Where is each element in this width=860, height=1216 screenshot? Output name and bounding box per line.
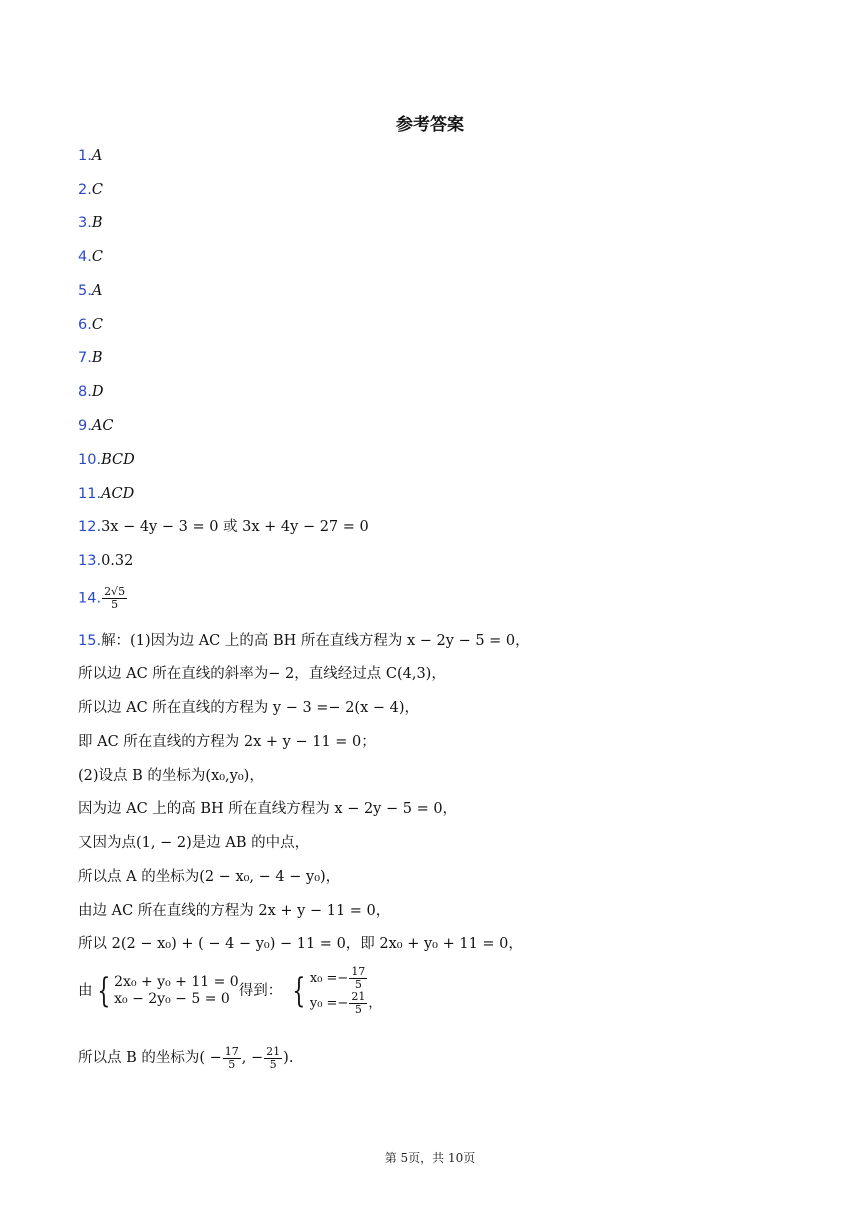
answer-value: 3x − 4y − 3 = 0 或 3x + 4y − 27 = 0	[101, 519, 369, 535]
system-prefix: 由	[78, 983, 93, 999]
question-number: 3.	[78, 215, 92, 231]
system-equation-1: 2x₀ + y₀ + 11 = 0	[114, 974, 239, 990]
fraction-numerator: 21	[266, 1044, 281, 1058]
final-suffix: ).	[283, 1050, 294, 1066]
result-y-fraction	[349, 991, 367, 1016]
answer-value: C	[91, 317, 103, 333]
solution-line-4: 即 AC 所在直线的方程为 2x + y − 11 = 0；	[78, 734, 376, 750]
answer-2	[78, 180, 103, 200]
question-number: 7.	[78, 350, 92, 366]
fraction-numerator: 17	[224, 1044, 239, 1058]
answer-5	[78, 281, 102, 301]
question-number: 15.	[78, 633, 102, 649]
question-number: 14.	[78, 590, 102, 607]
page-footer: 第 5页，共 10页	[384, 1151, 476, 1165]
page-title: 参考答案	[396, 115, 464, 135]
solution-line-2: 所以边 AC 所在直线的斜率为− 2，直线经过点 C(4,3)，	[78, 666, 446, 682]
question-number: 9.	[78, 418, 92, 434]
result-x-label: x₀ =−	[309, 971, 349, 986]
question-number: 13.	[78, 553, 102, 569]
answer-8	[78, 382, 103, 402]
answer-fraction	[102, 586, 127, 611]
answer-4	[78, 247, 103, 267]
question-number: 4.	[78, 249, 92, 265]
result-system	[310, 966, 382, 1016]
final-x-fraction	[223, 1046, 241, 1071]
answer-6	[78, 315, 103, 335]
result-y-label: y₀ =−	[309, 996, 349, 1011]
question-number: 1.	[78, 148, 92, 164]
answer-7	[78, 348, 103, 368]
solution-line-7: 又因为点(1, − 2)是边 AB 的中点，	[78, 835, 310, 851]
solution-line-9: 由边 AC 所在直线的方程为 2x + y − 11 = 0，	[78, 903, 391, 919]
answer-11	[78, 484, 134, 504]
result-y-line	[310, 991, 382, 1016]
solution-line-6: 因为边 AC 上的高 BH 所在直线方程为 x − 2y − 5 = 0，	[78, 801, 458, 817]
answer-value: A	[91, 148, 103, 164]
solution-line-3: 所以边 AC 所在直线的方程为 y − 3 =− 2(x − 4)，	[78, 700, 420, 716]
question-number: 2.	[78, 182, 92, 198]
left-brace: {	[96, 971, 110, 1011]
answer-10	[78, 450, 135, 470]
question-number: 8.	[78, 384, 92, 400]
answer-value: B	[91, 215, 103, 231]
question-number: 10.	[78, 452, 102, 468]
question-number: 5.	[78, 283, 92, 299]
fraction-denominator: 5	[269, 1057, 277, 1071]
fraction-numerator: 21	[351, 990, 366, 1003]
final-prefix: 所以点 B 的坐标为( −	[78, 1050, 222, 1066]
system-equation-2: x₀ − 2y₀ − 5 = 0	[114, 991, 230, 1007]
equation-system	[114, 974, 239, 1008]
solution-line-1	[78, 631, 530, 651]
answer-value: B	[91, 350, 103, 366]
fraction-denominator: 5	[111, 598, 119, 611]
answer-9	[78, 416, 113, 436]
fraction-numerator: 2√5	[104, 585, 126, 598]
system-mid-text: 得到：	[238, 983, 283, 999]
question-number: 11.	[78, 486, 102, 502]
question-number: 12.	[78, 519, 102, 535]
answer-14	[78, 586, 128, 611]
answer-12	[78, 517, 369, 537]
question-number: 6.	[78, 317, 92, 333]
result-suffix: ，	[368, 996, 382, 1011]
answer-value: ACD	[101, 486, 135, 502]
fraction-denominator: 5	[228, 1057, 236, 1071]
final-y-fraction	[264, 1046, 282, 1071]
answer-value: C	[91, 249, 103, 265]
answer-value: AC	[91, 418, 114, 434]
fraction-numerator: 17	[351, 965, 366, 978]
result-x-line	[310, 966, 382, 991]
answer-value: A	[91, 283, 103, 299]
solution-line-8: 所以点 A 的坐标为(2 − x₀, − 4 − y₀)，	[78, 869, 341, 885]
answer-3	[78, 213, 103, 233]
solution-text: 解：(1)因为边 AC 上的高 BH 所在直线方程为 x − 2y − 5 = 0，	[101, 633, 530, 649]
answer-value: C	[91, 182, 103, 198]
left-brace: {	[292, 971, 306, 1011]
answer-value: BCD	[101, 452, 135, 468]
answer-1	[78, 146, 102, 166]
solution-line-5: (2)设点 B 的坐标为(x₀,y₀)，	[78, 768, 264, 784]
fraction-denominator: 5	[354, 1003, 362, 1016]
result-x-fraction	[349, 966, 367, 991]
equation-system-line	[78, 966, 381, 1014]
answer-value: D	[91, 384, 104, 400]
final-answer-line	[78, 1045, 293, 1071]
solution-line-10: 所以 2(2 − x₀) + ( − 4 − y₀) − 11 = 0，即 2x₀ + y₀ + 11 = 0，	[78, 936, 523, 952]
final-separator: , −	[241, 1050, 264, 1066]
fraction-denominator: 5	[354, 978, 362, 991]
answer-value: 0.32	[101, 553, 134, 569]
answer-13	[78, 551, 133, 571]
